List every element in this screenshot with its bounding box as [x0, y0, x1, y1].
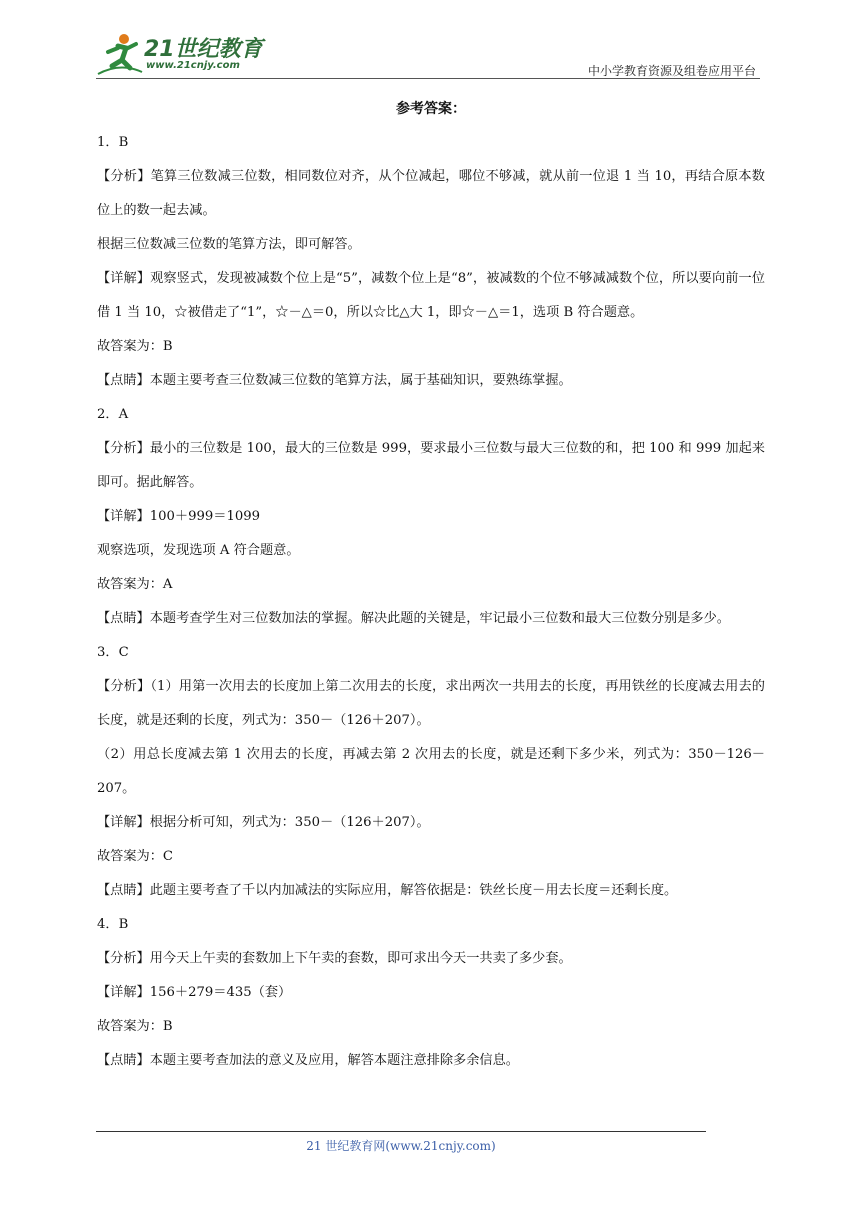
answer-line: 故答案为：A — [97, 577, 173, 592]
answer-line: 【详解】100＋999＝1099 — [97, 509, 261, 524]
answer-line: 4．B — [97, 917, 129, 932]
answer-line: 【详解】156＋279＝435（套） — [97, 985, 292, 1000]
logo — [96, 30, 266, 80]
answer-line: 故答案为：C — [97, 849, 174, 864]
page-footer: 21 世纪教育网(www.21cnjy.com) — [306, 1139, 496, 1153]
logo-text: 21世纪教育 — [144, 37, 263, 62]
answer-line: 【详解】根据分析可知，列式为：350－（126＋207）。 — [97, 815, 430, 830]
answer-line: 【分析】最小的三位数是 100，最大的三位数是 999，要求最小三位数与最大三位数的和，把 100 和 999 加起来即可。据此解答。 — [97, 441, 765, 490]
footer-divider — [96, 1131, 706, 1132]
answer-line: 【点睛】本题考查学生对三位数加法的掌握。解决此题的关键是，牢记最小三位数和最大三位数分别是多少。 — [97, 611, 730, 626]
answer-line: 故答案为：B — [97, 339, 173, 354]
answer-line: 【点睛】本题主要考查三位数减三位数的笔算方法，属于基础知识，要熟练掌握。 — [97, 373, 572, 388]
answer-line: 【点睛】此题主要考查了千以内加减法的实际应用，解答依据是：铁丝长度－用去长度＝还剩长度。 — [97, 883, 678, 898]
answer-line: 【分析】（1）用第一次用去的长度加上第二次用去的长度，求出两次一共用去的长度，再用铁丝的长度减去用去的长度，就是还剩的长度，列式为：350－（126＋207）。 — [97, 679, 765, 728]
runner-logo-icon — [96, 32, 144, 78]
answer-line: 故答案为：B — [97, 1019, 173, 1034]
logo-url: www.21cnjy.com — [146, 60, 240, 71]
header-divider — [96, 78, 760, 79]
answer-line: 【详解】观察竖式，发现被减数个位上是“5”，减数个位上是“8”，被减数的个位不够减减数个位，所以要向前一位借 1 当 10，☆被借走了“1”，☆－△＝0，所以☆比△大 1，即☆－△＝1，选项 B 符合题意。 — [97, 271, 765, 320]
answer-line: 【点睛】本题主要考查加法的意义及应用，解答本题注意排除多余信息。 — [97, 1053, 519, 1068]
page-header — [96, 30, 760, 80]
answer-content — [97, 98, 765, 1078]
page-title: 参考答案： — [396, 101, 466, 117]
platform-name: 中小学教育资源及组卷应用平台 — [587, 64, 756, 78]
answer-line: 【分析】笔算三位数减三位数，相同数位对齐，从个位减起，哪位不够减，就从前一位退 1 当 10，再结合原本数位上的数一起去减。 — [97, 169, 765, 218]
answer-line: 根据三位数减三位数的笔算方法，即可解答。 — [97, 237, 361, 252]
answer-line: 1．B — [97, 135, 129, 150]
answer-line: 【分析】用今天上午卖的套数加上下午卖的套数，即可求出今天一共卖了多少套。 — [97, 951, 572, 966]
answer-line: 2．A — [97, 407, 129, 422]
answer-line: （2）用总长度减去第 1 次用去的长度，再减去第 2 次用去的长度，就是还剩下多少米，列式为：350－126－207。 — [97, 747, 765, 796]
answer-line: 3．C — [97, 645, 129, 660]
answer-line: 观察选项，发现选项 A 符合题意。 — [97, 543, 300, 558]
